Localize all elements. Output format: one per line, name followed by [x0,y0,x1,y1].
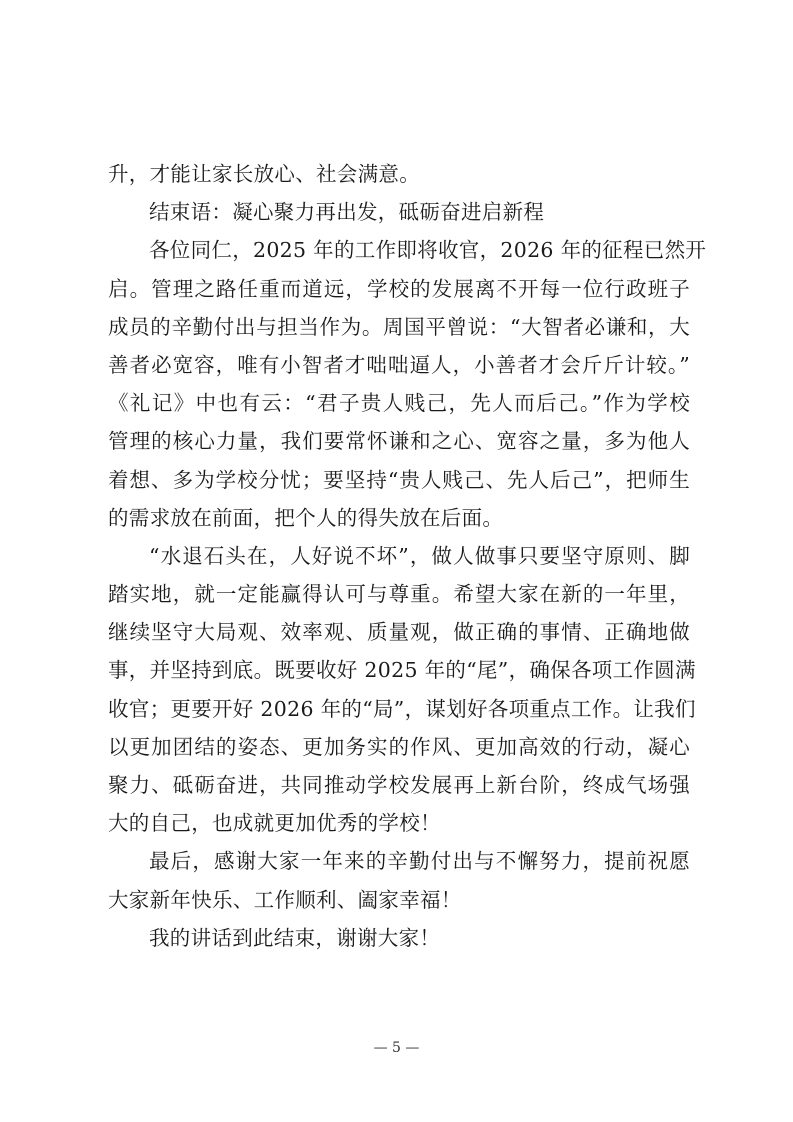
paragraph-line: 事，并坚持到底。既要收好 2025 年的“尾”，确保各项工作圆满 [108,658,696,683]
section-heading: 结束语：凝心聚力再出发，砥砺奋进启新程 [149,200,545,225]
paragraph-line: 最后，感谢大家一年来的辛勤付出与不懈努力，提前祝愿 [149,849,690,874]
paragraph-line: 大家新年快乐、工作顺利、阖家幸福！ [108,887,462,912]
paragraph-line: 聚力、砥砺奋进，共同推动学校发展再上新台阶，终成气场强 [108,773,690,797]
paragraph-line: 收官；更要开好 2026 年的“局”，谋划好各项重点工作。让我们 [108,696,696,721]
paragraph-line: 的需求放在前面，把个人的得失放在后面。 [108,505,504,530]
paragraph-line: “水退石头在，人好说不坏”，做人做事只要坚守原则、脚 [149,543,690,568]
paragraph-line: 踏实地，就一定能赢得认可与尊重。希望大家在新的一年里， [108,582,690,607]
paragraph-line: 各位同仁，2025 年的工作即将收官，2026 年的征程已然开 [149,238,707,263]
paragraph-line: 善者必宽容，唯有小智者才咄咄逼人，小善者才会斤斤计较。” [108,352,690,377]
paragraph-line: 继续坚守大局观、效率观、质量观，做正确的事情、正确地做 [108,620,690,645]
paragraph-line: 管理的核心力量，我们要常怀谦和之心、宽容之量，多为他人 [108,429,690,454]
paragraph-line: 以更加团结的姿态、更加务实的作风、更加高效的行动，凝心 [108,734,690,759]
paragraph-line: 《礼记》中也有云：“君子贵人贱己，先人而后己。”作为学校 [108,391,690,416]
paragraph-line: 着想、多为学校分忧；要坚持“贵人贱己、先人后己”，把师生 [108,467,690,492]
page-number: — 5 — [373,1040,420,1056]
paragraph-line: 成员的辛勤付出与担当作为。周国平曾说：“大智者必谦和，大 [108,314,690,339]
paragraph-line: 启。管理之路任重而道远，学校的发展离不开每一位行政班子 [108,276,690,301]
document-body [108,155,707,957]
paragraph-line: 我的讲话到此结束，谢谢大家！ [149,925,441,950]
paragraph-line: 升，才能让家长放心、社会满意。 [108,162,420,186]
paragraph-line: 大的自己，也成就更加优秀的学校！ [108,811,441,836]
